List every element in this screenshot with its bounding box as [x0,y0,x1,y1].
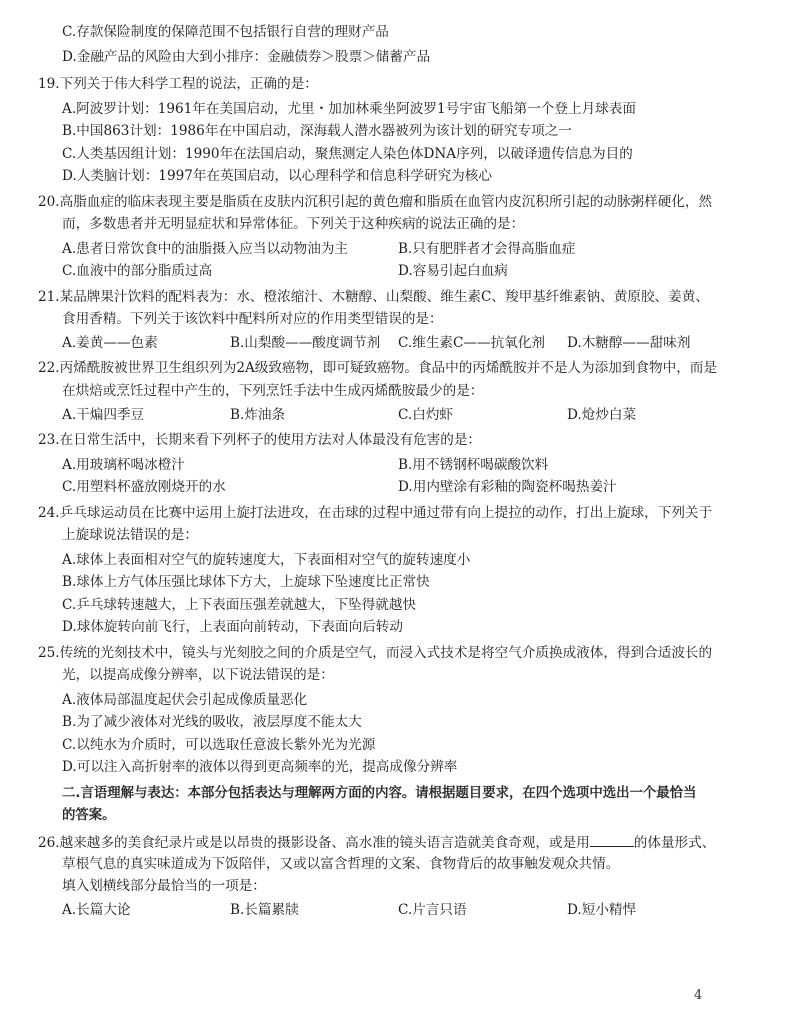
question-26-option-c: C.片言只语 [398,902,467,918]
question-21-option-c: C.维生素C——抗氧化剂 [398,335,545,351]
question-23-option-a: A.用玻璃杯喝冰橙汁 [62,457,185,473]
question-23-stem: 23.在日常生活中，长期来看下列杯子的使用方法对人体最没有危害的是： [38,432,482,448]
question-21-option-b: B.山梨酸——酸度调节剂 [230,335,381,351]
question-19-option-b: B.中国863计划：1986年在中国启动，深海载人潜水器被列为该计划的研究专项之一 [62,123,572,139]
question-25-option-b: B.为了减少液体对光线的吸收，液层厚度不能太大 [62,714,362,730]
question-24-stem: 24.乒乓球运动员在比赛中运用上旋打法进攻，在击球的过程中通过带有向上提拉的动作，打出上旋球，下列关于 [38,505,713,521]
question-26-stem [38,832,715,852]
question-23-option-b: B.用不锈钢杯喝碳酸饮料 [398,457,549,473]
question-24-stem-cont: 上旋球说法错误的是： [62,527,198,543]
question-22-option-c: C.白灼虾 [398,407,454,423]
question-20-stem: 20.高脂血症的临床表现主要是脂质在皮肤内沉积引起的黄色瘤和脂质在血管内皮沉积所引起的动脉粥样硬化，然 [38,194,713,210]
question-19-option-c: C.人类基因组计划：1990年在法国启动，聚焦测定人染色体DNA序列，以破译遗传信息为目的 [62,146,633,162]
question-19-stem: 19.下列关于伟大科学工程的说法，正确的是： [38,76,318,92]
question-22-option-d: D.炝炒白菜 [567,407,637,423]
fill-in-blank [590,832,634,847]
question-23-option-d: D.用内壁涂有彩釉的陶瓷杯喝热姜汁 [398,479,617,495]
option-d: D.金融产品的风险由大到小排序：金融债券＞股票＞储蓄产品 [62,49,431,65]
question-26-option-a: A.长篇大论 [62,902,131,918]
question-20-option-d: D.容易引起白血病 [398,263,508,279]
question-20-option-b: B.只有肥胖者才会得高脂血症 [398,241,576,257]
question-25-option-d: D.可以注入高折射率的液体以得到更高频率的光，提高成像分辨率 [62,759,458,775]
question-26-stem-part1: 26.越来越多的美食纪录片或是以昂贵的摄影设备、高水准的镜头语言造就美食奇观，或是用 [38,835,590,851]
question-26-option-d: D.短小精悍 [567,902,637,918]
question-24-option-d: D.球体旋转向前飞行，上表面向前转动，下表面向后转动 [62,619,403,635]
question-25-option-a: A.液体局部温度起伏会引起成像质量恶化 [62,692,308,708]
section-heading-cont: 的答案。 [62,808,116,823]
question-22-stem: 22.丙烯酰胺被世界卫生组织列为2A级致癌物，即可疑致癌物。食品中的丙烯酰胺并不是人为添加到食物中，而是 [38,360,717,376]
page-number: 4 [694,988,703,1003]
question-24-option-a: A.球体上表面相对空气的旋转速度大，下表面相对空气的旋转速度小 [62,552,471,568]
question-25-stem: 25.传统的光刻技术中，镜头与光刻胶之间的介质是空气，而浸入式技术是将空气介质换成液体，得到合适波长的 [38,645,713,661]
question-22-stem-cont: 在烘焙或烹饪过程中产生的，下列烹饪手法中生成丙烯酰胺最少的是： [62,383,484,399]
question-25-option-c: C.以纯水为介质时，可以选取任意波长紫外光为光源 [62,737,376,753]
question-24-option-b: B.球体上方气体压强比球体下方大，上旋球下坠速度比正常快 [62,574,430,590]
question-19-option-d: D.人类脑计划：1997年在英国启动，以心理科学和信息科学研究为核心 [62,168,492,184]
section-heading: 二.言语理解与表达：本部分包括表达与理解两方面的内容。请根据题目要求，在四个选项中选出一个最恰当 [62,786,697,801]
question-26-stem-part2: 的体量形式、 [633,835,716,851]
question-19-option-a: A.阿波罗计划：1961年在美国启动，尤里・加加林乘坐阿波罗1号宇宙飞船第一个登上月球表面 [62,101,636,117]
option-c: C.存款保险制度的保障范围不包括银行自营的理财产品 [62,24,389,40]
question-21-option-d: D.木糖醇——甜味剂 [567,335,691,351]
question-23-option-c: C.用塑料杯盛放刚烧开的水 [62,479,226,495]
question-22-option-b: B.炸油条 [230,407,286,423]
question-21-stem: 21.某品牌果汁饮料的配料表为：水、橙浓缩汁、木糖醇、山梨酸、维生素C、羧甲基纤维素钠、黄原胶、姜黄、 [38,289,709,305]
question-21-option-a: A.姜黄——色素 [62,335,158,351]
question-26-stem-cont: 草根气息的真实味道成为下饭陪伴，又或以富含哲理的文案、食物背后的故事触发观众共情。 [62,856,620,872]
question-20-option-a: A.患者日常饮食中的油脂摄入应当以动物油为主 [62,241,349,257]
question-20-option-c: C.血液中的部分脂质过高 [62,263,213,279]
question-20-stem-cont: 而，多数患者并无明显症状和异常体征。下列关于这种疾病的说法正确的是： [62,216,525,232]
question-26-option-b: B.长篇累牍 [230,902,299,918]
question-24-option-c: C.乒乓球转速越大，上下表面压强差就越大，下坠得就越快 [62,597,417,613]
question-21-stem-cont: 食用香精。下列关于该饮料中配料所对应的作用类型错误的是： [62,311,443,327]
question-25-stem-cont: 光，以提高成像分辨率，以下说法错误的是： [62,667,334,683]
question-22-option-a: A.干煸四季豆 [62,407,145,423]
question-26-instruction: 填入划横线部分最恰当的一项是： [62,878,266,894]
